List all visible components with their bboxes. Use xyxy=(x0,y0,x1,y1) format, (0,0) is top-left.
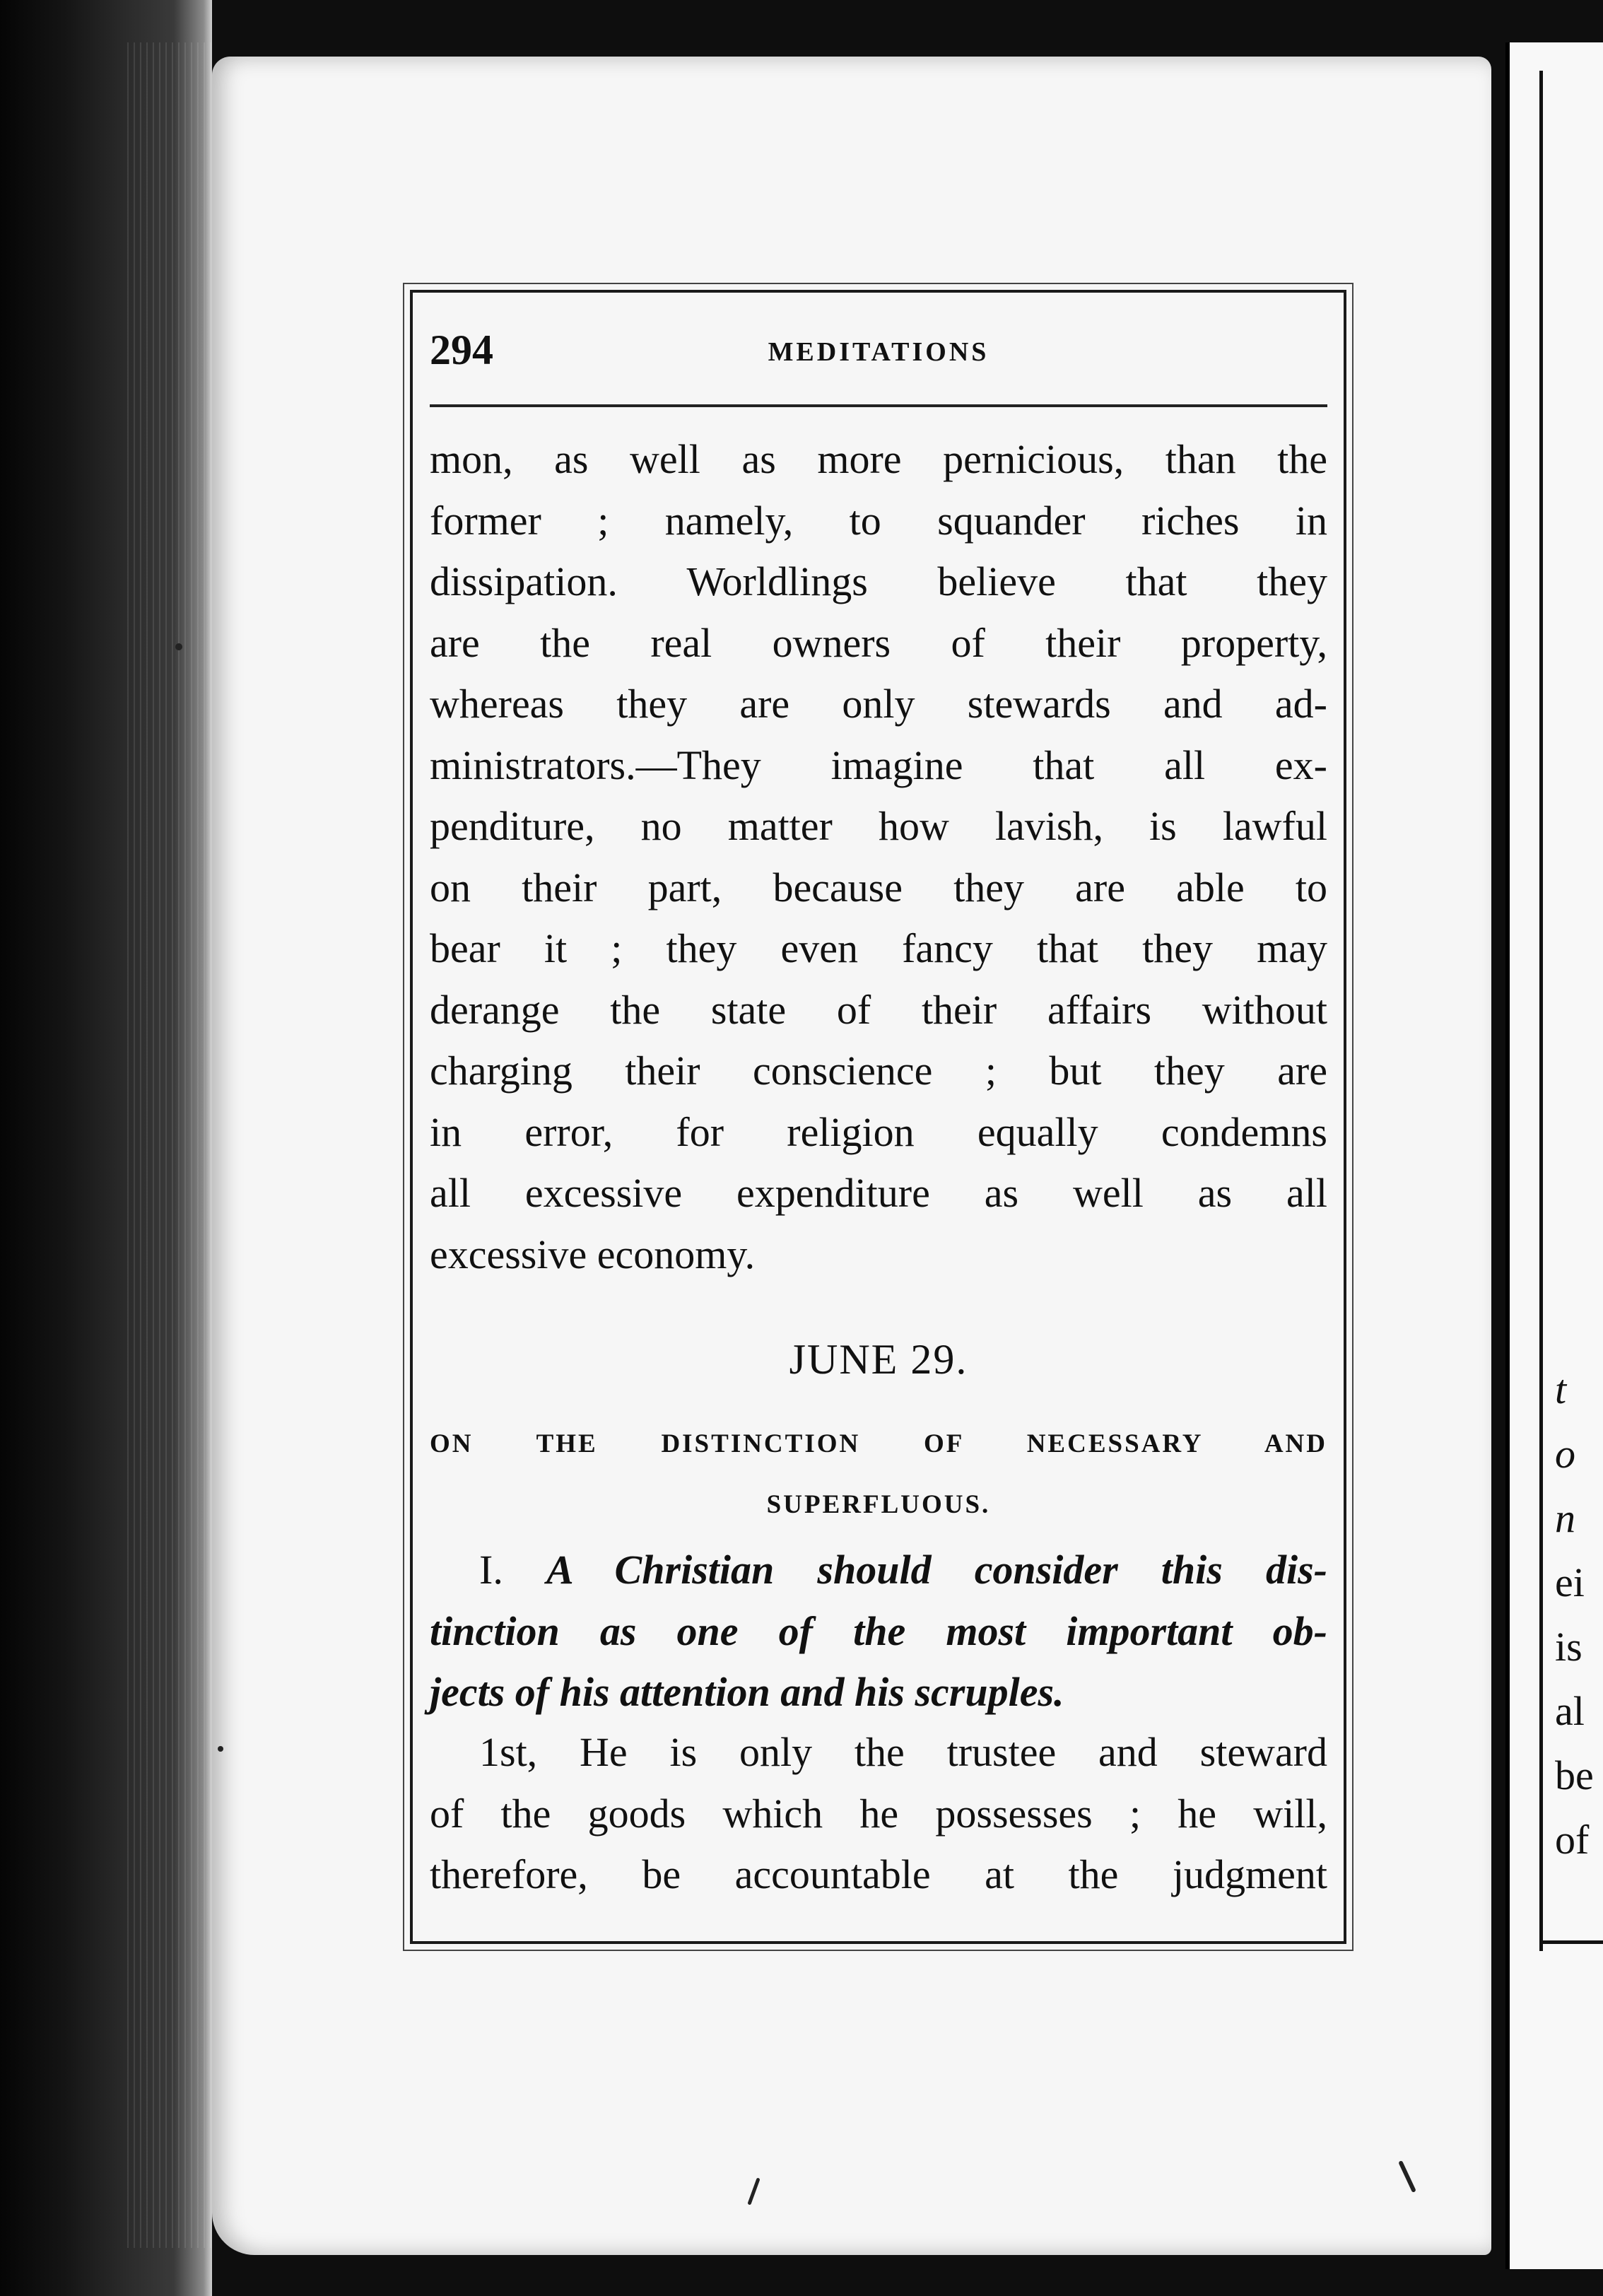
running-head xyxy=(430,325,1327,375)
section-subtitle xyxy=(430,1414,1327,1535)
fragment: ei xyxy=(1555,1559,1585,1605)
scan-speck xyxy=(175,643,182,650)
text-line: ministrators.—They imagine that all ex- xyxy=(430,742,1327,788)
point-line xyxy=(430,1601,1327,1663)
section-date-heading: JUNE 29. xyxy=(789,1336,968,1383)
text-line: derange the state of their affairs without xyxy=(430,986,1327,1033)
text-line: therefore, be accountable at the judgment xyxy=(430,1851,1327,1897)
page-number: 294 xyxy=(430,327,493,373)
scan-speck xyxy=(218,1746,223,1752)
text-line: in error, for religion equally condemns xyxy=(430,1108,1327,1155)
subtitle-line: ON THE DISTINCTION OF NECESSARY AND xyxy=(430,1429,1327,1458)
point-line xyxy=(430,1540,1327,1601)
body-paragraph xyxy=(430,429,1327,1285)
fragment: n xyxy=(1555,1495,1575,1541)
facing-page-frame-bottom xyxy=(1539,1940,1603,1944)
text-line: of the goods which he possesses ; he will, xyxy=(430,1790,1327,1837)
text-line: are the real owners of their property, xyxy=(430,619,1327,666)
text-line: 1st, He is only the trustee and steward xyxy=(479,1729,1327,1775)
text-line: whereas they are only stewards and ad- xyxy=(430,681,1327,727)
fragment: of xyxy=(1555,1817,1590,1863)
text-line: charging their conscience ; but they are xyxy=(430,1048,1327,1094)
fragment: t xyxy=(1555,1366,1567,1412)
text-line: excessive economy. xyxy=(430,1231,756,1277)
second-paragraph xyxy=(430,1722,1327,1906)
text-line: bear it ; they even fancy that they may xyxy=(430,925,1327,971)
fragment: o xyxy=(1555,1431,1575,1477)
text-line: dissipation. Worldlings believe that they xyxy=(430,558,1327,604)
running-title: MEDITATIONS xyxy=(768,337,990,367)
point-text: tinction as one of the most important ob- xyxy=(430,1607,1327,1654)
point-text: jects of his attention and his scruples. xyxy=(430,1669,1064,1715)
fragment: is xyxy=(1555,1624,1583,1670)
facing-page-frame xyxy=(1539,71,1543,1951)
fragment: al xyxy=(1555,1688,1585,1734)
head-rule xyxy=(430,404,1327,407)
text-line: all excessive expenditure as well as all xyxy=(430,1170,1327,1216)
facing-page xyxy=(1505,42,1603,2269)
point-text: A Christian should consider this dis- xyxy=(546,1547,1327,1593)
fragment: be xyxy=(1555,1752,1594,1798)
text-line: former ; namely, to squander riches in xyxy=(430,497,1327,544)
point-line xyxy=(430,1662,1327,1723)
point-numeral: I. xyxy=(479,1547,503,1593)
subtitle-line: SUPERFLUOUS. xyxy=(766,1490,991,1519)
text-line: penditure, no matter how lavish, is lawful xyxy=(430,803,1327,849)
point-heading xyxy=(430,1540,1327,1723)
text-line: mon, as well as more pernicious, than the xyxy=(430,436,1327,482)
facing-page-text xyxy=(1555,1357,1603,1872)
text-line: on their part, because they are able to xyxy=(430,864,1327,910)
page-edges xyxy=(127,42,212,2248)
